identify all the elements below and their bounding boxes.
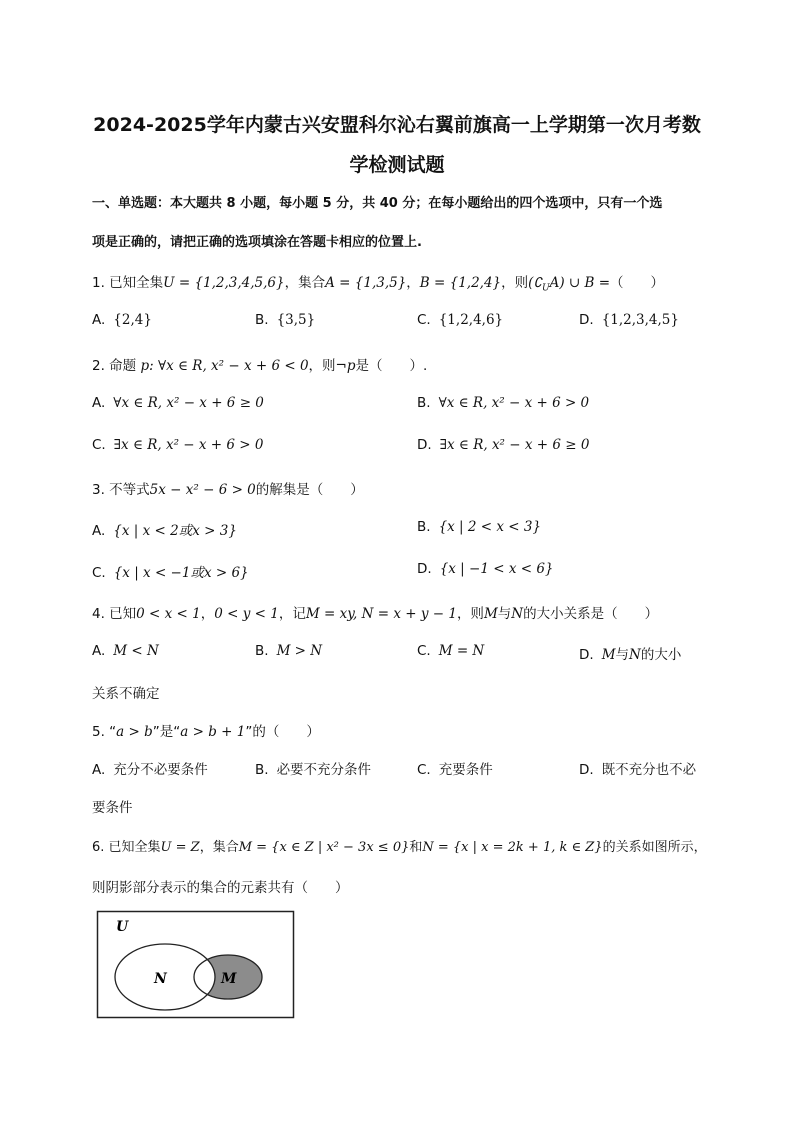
question-4-stem: 4. 已知0 < x < 1，0 < y < 1，记M = xy, N = x + y − 1，则M与N的大小关系是（ ） — [92, 606, 659, 622]
q5-option-d-continued: 要条件 — [92, 800, 133, 816]
venn-diagram — [96, 910, 296, 1020]
question-6-stem: 6. 已知全集U = Z，集合M = {x ∈ Z | x² − 3x ≤ 0}和N = {x | x = 2k + 1, k ∈ Z}的关系如图所示， — [92, 840, 707, 855]
page-title-line1: 2024-2025学年内蒙古兴安盟科尔沁右翼前旗高一上学期第一次月考数 — [93, 114, 701, 136]
q2-option-a[interactable]: A. ∀x ∈ R, x² − x + 6 ≥ 0 — [92, 395, 264, 411]
q4-option-a[interactable]: A. M < N — [92, 643, 159, 659]
q4-option-c[interactable]: C. M = N — [417, 643, 485, 659]
q1-set-b: B = {1,2,4} — [419, 275, 502, 291]
q1-option-b[interactable]: B. {3,5} — [255, 312, 316, 328]
q6-set-n: N = {x | x = 2k + 1, k ∈ Z} — [422, 840, 603, 855]
q2-option-b[interactable]: B. ∀x ∈ R, x² − x + 6 > 0 — [417, 395, 590, 411]
q1-option-d[interactable]: D. {1,2,3,4,5} — [579, 312, 679, 328]
q4-option-d-continued: 关系不确定 — [92, 686, 160, 702]
q2-option-d[interactable]: D. ∃x ∈ R, x² − x + 6 ≥ 0 — [417, 437, 590, 453]
q2-option-c[interactable]: C. ∃x ∈ R, x² − x + 6 > 0 — [92, 437, 264, 453]
q1-set-a: A = {1,3,5} — [325, 275, 407, 291]
section-instruction-line1: 一、单选题：本大题共 8 小题，每小题 5 分，共 40 分；在每小题给出的四个选项中，只有一个选 — [92, 196, 663, 211]
q3-option-a[interactable]: A. {x | x < 2或x > 3} — [92, 523, 237, 539]
q3-option-d[interactable]: D. {x | −1 < x < 6} — [417, 561, 554, 577]
q5-option-d[interactable]: D. 既不充分也不必 — [579, 762, 697, 778]
q2-proposition: ∀x ∈ R, x² − x + 6 < 0 — [157, 358, 309, 374]
q4-option-d[interactable]: D. M与N的大小 — [579, 647, 682, 663]
q1-expression: $(∁_UA)$ ∪ B — [528, 275, 595, 294]
q3-option-c[interactable]: C. {x | x < −1或x > 6} — [92, 565, 249, 581]
q2-negation: ¬p — [335, 358, 356, 374]
q1-option-c[interactable]: C. {1,2,4,6} — [417, 312, 504, 328]
q5-option-a[interactable]: A. 充分不必要条件 — [92, 762, 208, 778]
q4-definitions: M = xy, N = x + y − 1 — [305, 606, 457, 622]
q5-option-b[interactable]: B. 必要不充分条件 — [255, 762, 372, 778]
q1-universe-set: U = {1,2,3,4,5,6} — [163, 275, 285, 291]
universe-label: U — [116, 919, 129, 935]
q5-option-c[interactable]: C. 充要条件 — [417, 762, 493, 778]
q3-option-b[interactable]: B. {x | 2 < x < 3} — [417, 519, 542, 535]
q1-option-a[interactable]: A. {2,4} — [92, 312, 152, 328]
q4-option-b[interactable]: B. M > N — [255, 643, 323, 659]
set-m-label: M — [221, 971, 237, 987]
q6-set-m: M = {x ∈ Z | x² − 3x ≤ 0} — [238, 840, 410, 855]
q3-inequality: 5x − x² − 6 > 0 — [149, 482, 256, 498]
question-5-stem: 5. “a > b”是“a > b + 1”的（ ） — [92, 724, 320, 740]
question-1-stem: 1. 已知全集U = {1,2,3,4,5,6}，集合A = {1,3,5}，B = {1,2,4}，则$(∁_UA)$ ∪ B =（ ） — [92, 275, 665, 294]
section-instruction-line2: 项是正确的，请把正确的选项填涂在答题卡相应的位置上. — [92, 235, 422, 250]
question-6-stem-line2: 则阴影部分表示的集合的元素共有（ ） — [92, 880, 349, 896]
question-3-stem: 3. 不等式5x − x² − 6 > 0的解集是（ ） — [92, 482, 364, 498]
set-n-label: N — [154, 971, 167, 987]
question-2-stem: 2. 命题 p: ∀x ∈ R, x² − x + 6 < 0，则¬p是（ ）. — [92, 358, 428, 374]
page-title-line2: 学检测试题 — [349, 154, 445, 176]
